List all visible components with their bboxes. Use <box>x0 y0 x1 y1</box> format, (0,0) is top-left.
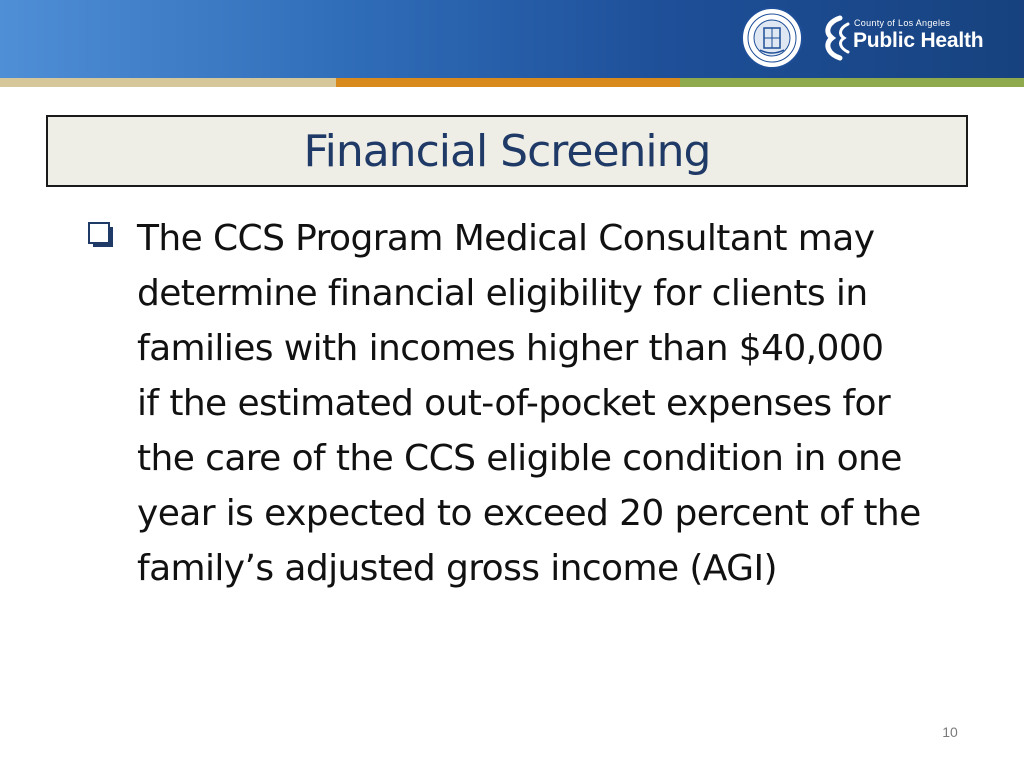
public-health-logo-icon <box>818 14 852 62</box>
logo-public-health-text: Public Health <box>853 29 984 52</box>
county-seal-icon <box>740 6 804 70</box>
accent-stripe-green <box>680 78 1024 87</box>
title-box <box>46 115 968 187</box>
bullet-line: family’s adjusted gross income (AGI) <box>137 548 777 589</box>
bullet-line: year is expected to exceed 20 percent of the <box>137 493 921 534</box>
bullet-line: if the estimated out-of-pocket expenses for <box>137 383 891 424</box>
logo-county-text: County of Los Angeles <box>854 18 951 28</box>
bullet-line: the care of the CCS eligible condition in one <box>137 438 902 479</box>
public-health-logo <box>818 12 988 64</box>
bullet-line: families with incomes higher than $40,000 <box>137 328 884 369</box>
slide-title: Financial Screening <box>303 125 711 177</box>
accent-stripe-beige <box>0 78 336 87</box>
bullet-line: determine financial eligibility for clients in <box>137 273 868 314</box>
page-number: 10 <box>942 724 958 740</box>
accent-stripe-orange <box>336 78 680 87</box>
bullet-line: The CCS Program Medical Consultant may <box>137 218 875 259</box>
bullet-text <box>137 211 997 596</box>
checkbox-bullet-icon <box>88 222 114 248</box>
